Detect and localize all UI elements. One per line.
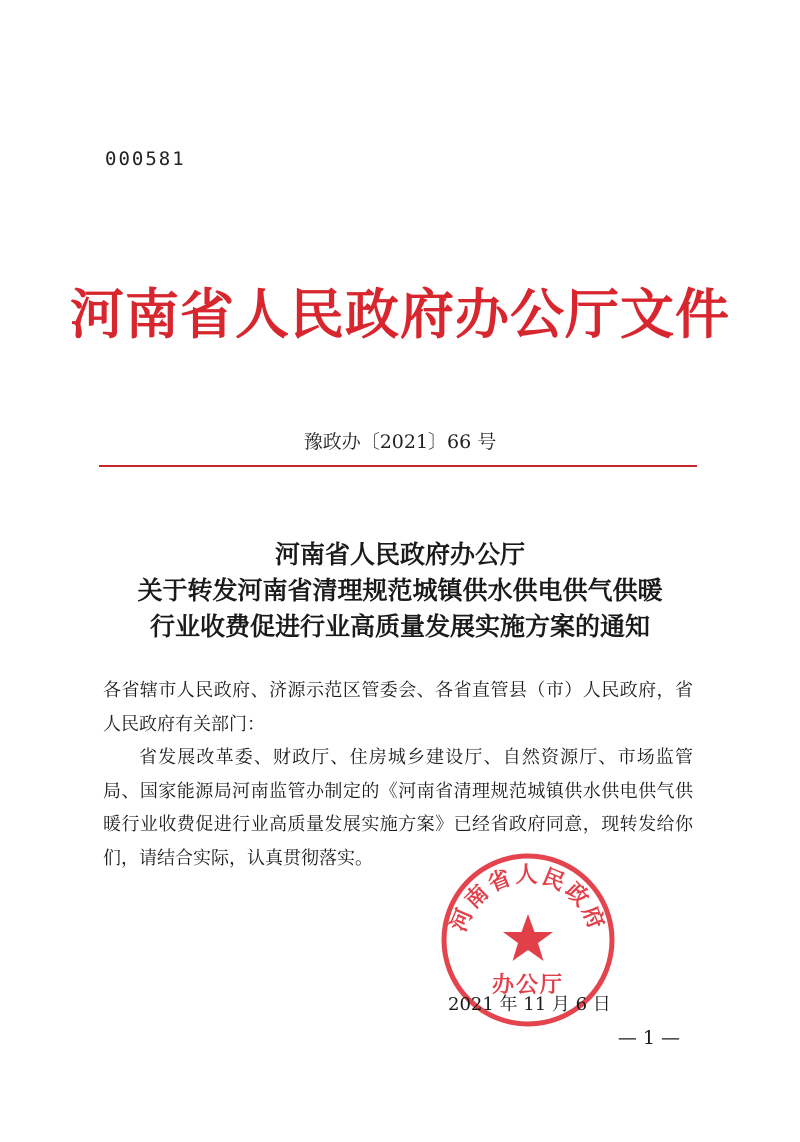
document-number: 豫政办〔2021〕66 号 [303, 431, 497, 453]
notice-title-line-1: 河南省人民政府办公厅 [274, 540, 525, 569]
star-icon [503, 914, 553, 961]
issue-date: 2021 年 11 月 6 日 [448, 994, 611, 1015]
serial-number: 000581 [105, 148, 186, 170]
notice-title-line-2: 关于转发河南省清理规范城镇供水供电供气供暖 [137, 576, 663, 605]
notice-title [0, 537, 800, 645]
page-number: — 1 — [617, 1027, 680, 1049]
notice-body [103, 674, 693, 875]
recipients-line: 各省辖市人民政府、济源示范区管委会、各省直管县（市）人民政府，省人民政府有关部门： [103, 680, 693, 735]
seal-arc-text: 河南省人民政府 [446, 863, 610, 936]
body-paragraph: 省发展改革委、财政厅、住房城乡建设厅、自然资源厅、市场监管局、国家能源局河南监管办制定的《河南省清理规范城镇供水供电供气供暖行业收费促进行业高质量发展实施方案》已经省政府同意，现转发给你们，请结合实际，认真贯彻落实。 [103, 747, 693, 869]
red-header-title: 河南省人民政府办公厅文件 [70, 283, 730, 346]
seal-bottom-text: 办公厅 [491, 973, 565, 998]
red-divider-line [99, 465, 697, 467]
notice-title-line-3: 行业收费促进行业高质量发展实施方案的通知 [149, 612, 650, 641]
